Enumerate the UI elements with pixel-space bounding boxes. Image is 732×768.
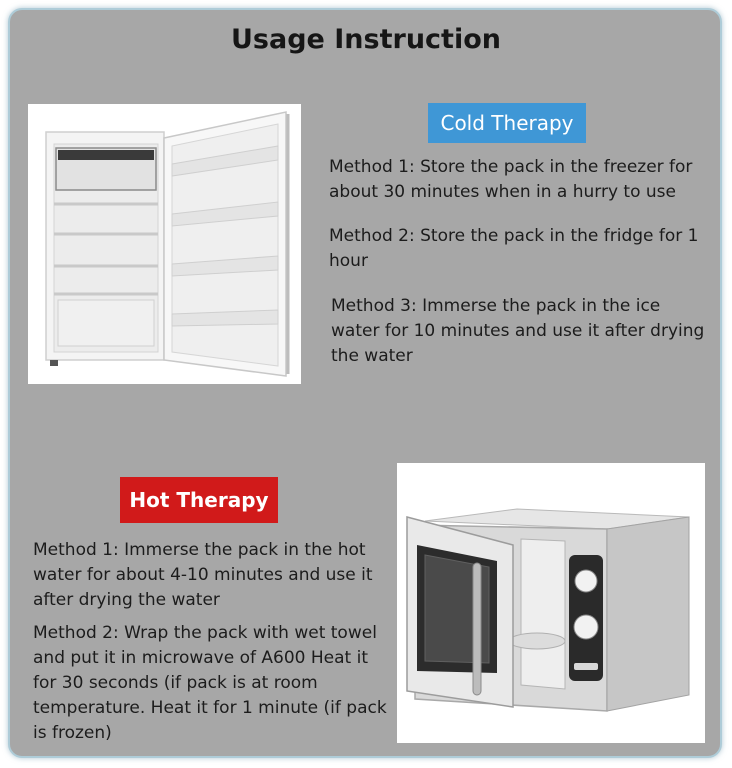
cold-method-3: Method 3: Immerse the pack in the ice water for 10 minutes and use it after drying the water [331, 296, 705, 366]
hot-method-2: Method 2: Wrap the pack with wet towel and put it in microwave of A600 Heat it for 30 seconds (if pack is at room temperature. Heat it for 1 minute (if pack is frozen) [33, 623, 387, 743]
fridge-image [28, 104, 301, 384]
microwave-image [397, 463, 705, 743]
cold-method-2: Method 2: Store the pack in the fridge for 1 hour [329, 226, 699, 271]
hot-therapy-badge: Hot Therapy [120, 477, 278, 523]
cold-method-1: Method 1: Store the pack in the freezer for about 30 minutes when in a hurry to use [329, 157, 693, 202]
hot-method-1: Method 1: Immerse the pack in the hot water for about 4-10 minutes and use it after drying the water [33, 540, 373, 610]
cold-therapy-badge: Cold Therapy [428, 103, 586, 143]
page-title: Usage Instruction [231, 24, 501, 55]
